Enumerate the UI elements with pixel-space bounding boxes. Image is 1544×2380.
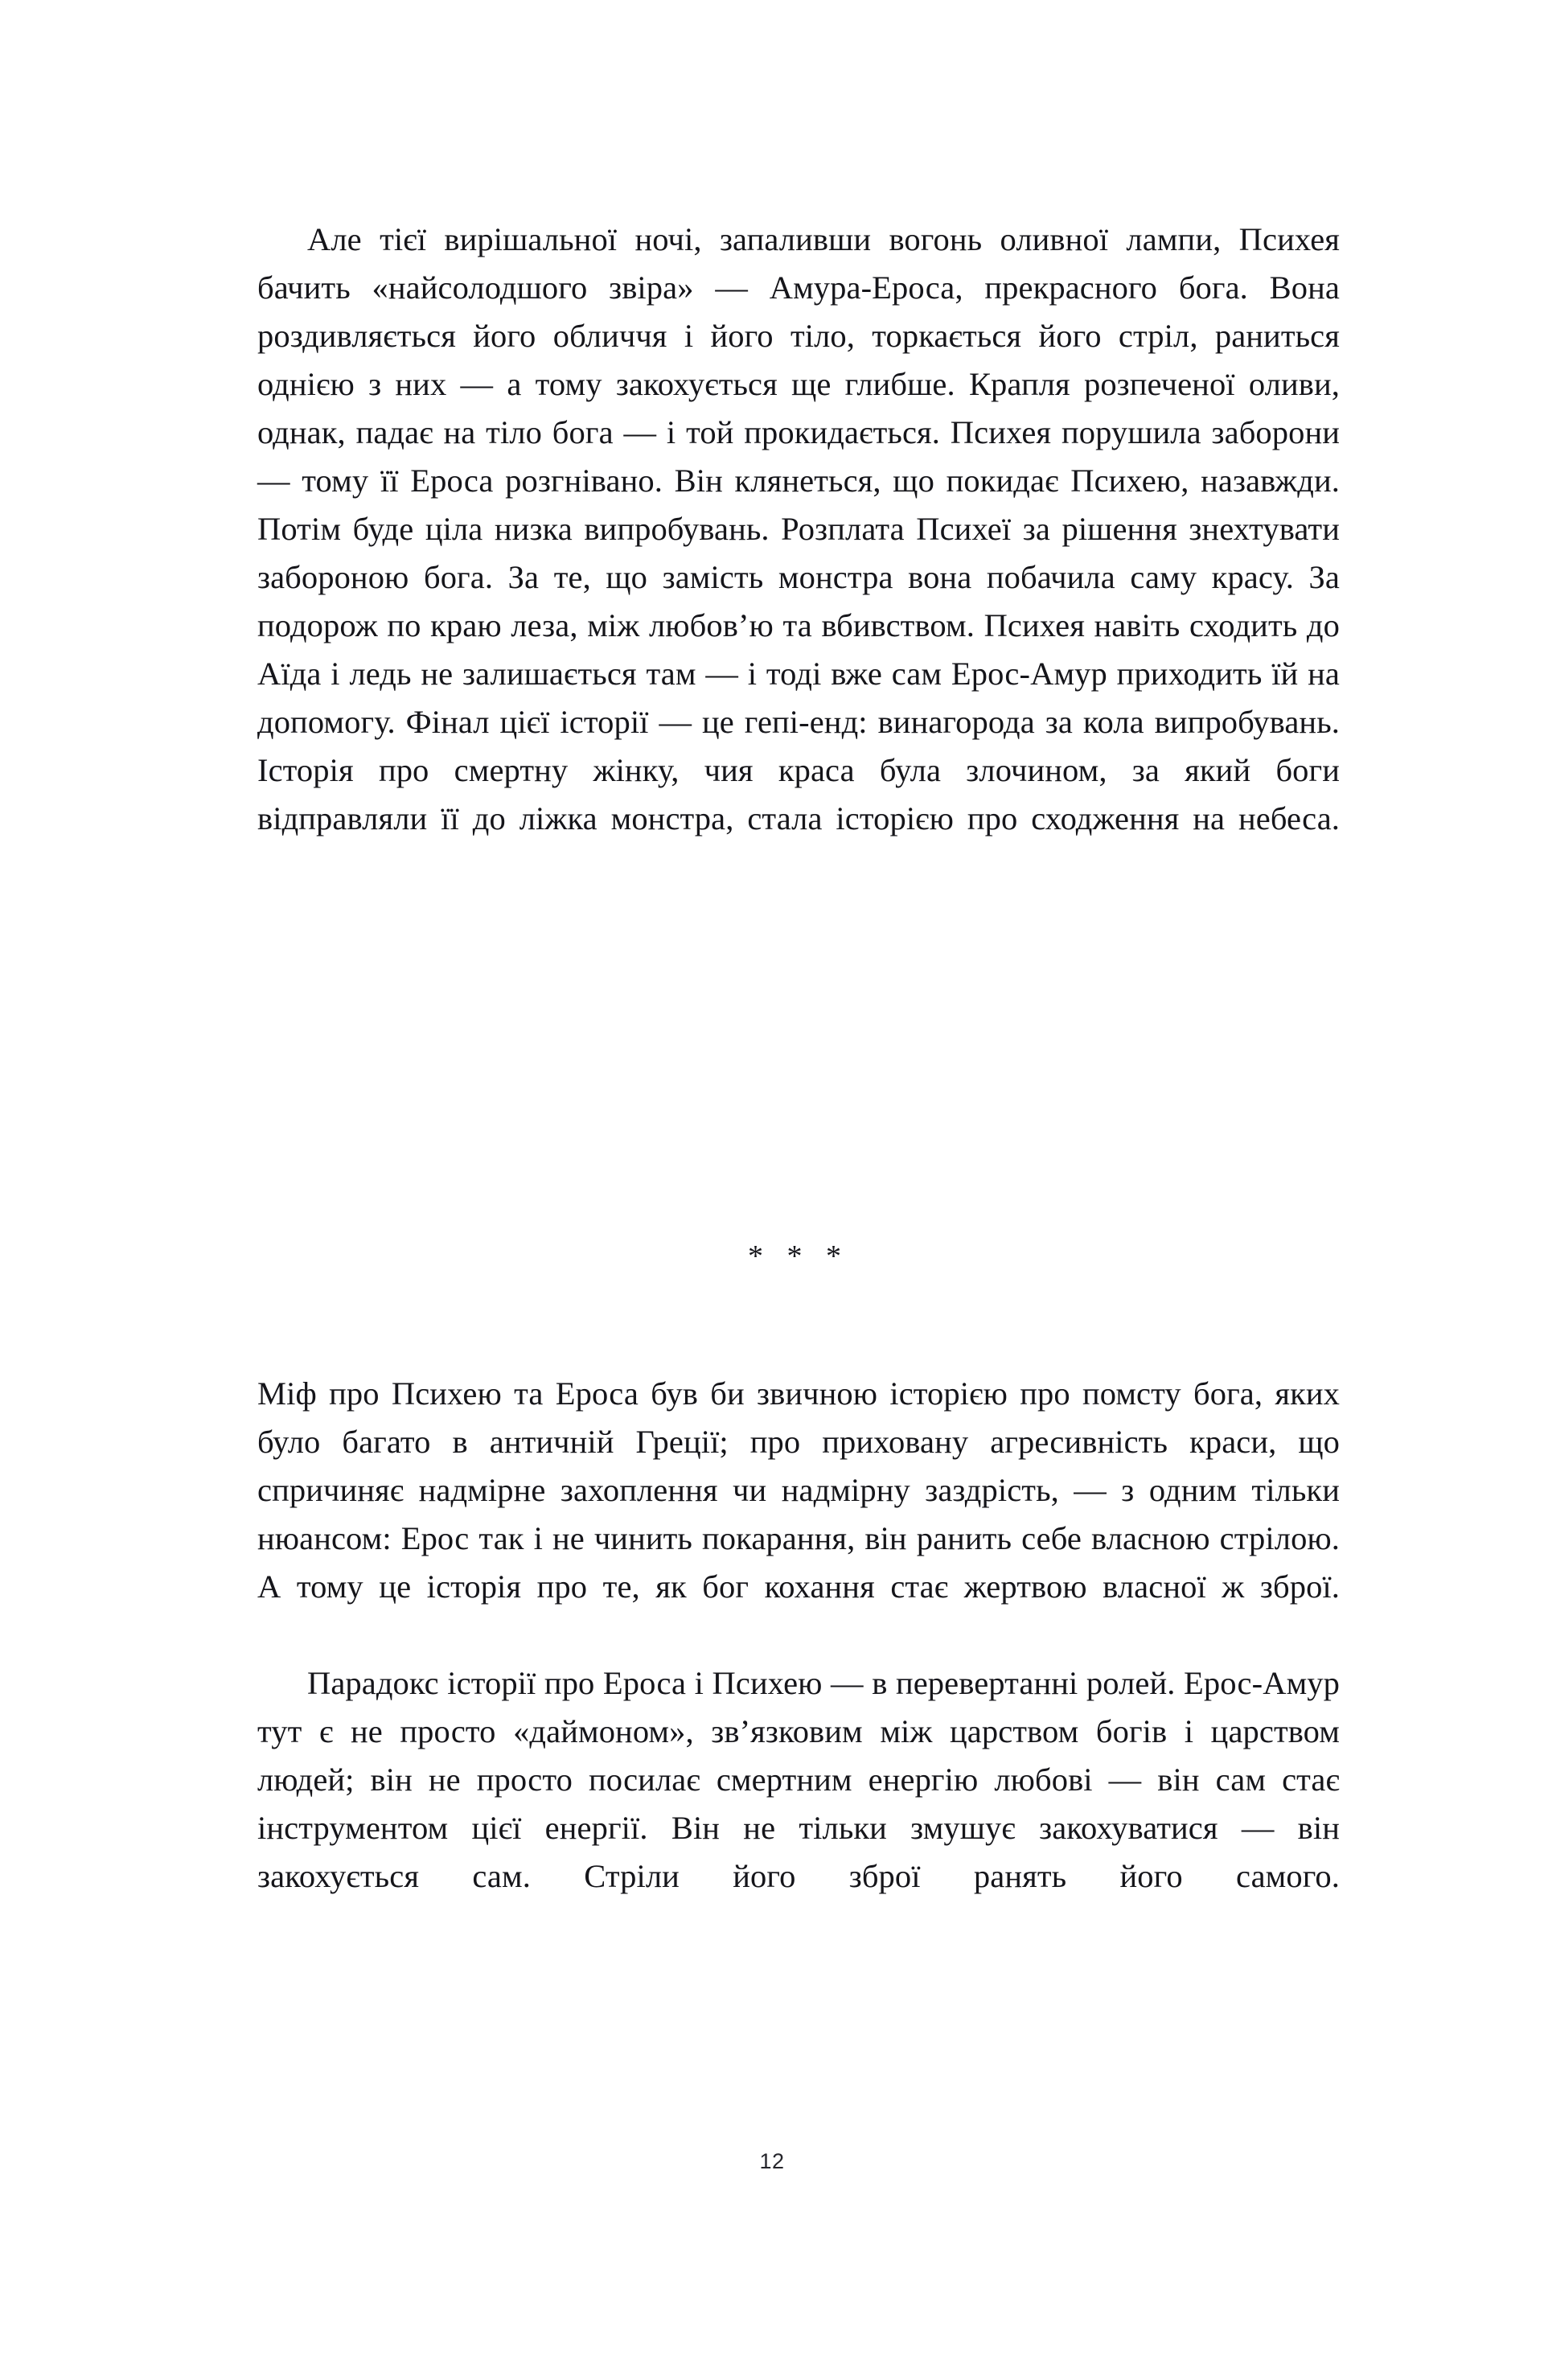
page-number: 12 (759, 2149, 785, 2173)
section-two-text-block (257, 1370, 1340, 1949)
section-one-text-block (257, 216, 1340, 891)
paragraph-myth-as-revenge-story: Міф про Психею та Ероса був би звичною історією про помсту бога, яких було багато в античній Греції; про приховану агресивність краси, що спричиняє надмірне захоплення чи надмірну заздрість, — з одним тільки нюансом: Ерос так і не чинить покарання, він ранить себе власною стрілою. А тому це історія про те, як бог кохання стає жертвою власної ж зброї. (257, 1375, 1340, 1605)
paragraph-paradox-of-roles: Парадокс історії про Ероса і Психею — в перевертанні ролей. Ерос-Амур тут є не просто «даймоном», зв’язковим між царством богів і царством людей; він не просто посилає смертним енергію любові — він сам стає інструментом цієї енергії. Він не тільки змушує закохуватися — він закохується сам. Стріли його зброї ранять його самого. (257, 1665, 1340, 1894)
section-break-asterisks: * * * (748, 1239, 849, 1273)
paragraph-psyche-reveals-eros: Але тієї вирішальної ночі, запаливши вогонь оливної лампи, Психея бачить «найсолодшого звіра» — Амура-Ероса, прекрасного бога. Вона роздивляється його обличчя і його тіло, торкається його стріл, раниться однією з них — а тому закохується ще глибше. Крапля розпеченої оливи, однак, падає на тіло бога — і той прокидається. Психея порушила заборони — тому її Ероса розгнівано. Він клянеться, що покидає Психею, назавжди. Потім буде ціла низка випробувань. Розплата Психеї за рішення знехтувати забороною бога. За те, що замість монстра вона побачила саму красу. За подорож по краю леза, між любов’ю та вбивством. Психея навіть сходить до Аїда і ледь не залишається там — і тоді вже сам Ерос-Амур приходить їй на допомогу. Фінал цієї історії — це гепі-енд: винагорода за кола випробувань. Історія про смертну жінку, чия краса була злочином, за який боги відправляли її до ліжка монстра, стала історією про сходження на небеса. (257, 221, 1340, 836)
